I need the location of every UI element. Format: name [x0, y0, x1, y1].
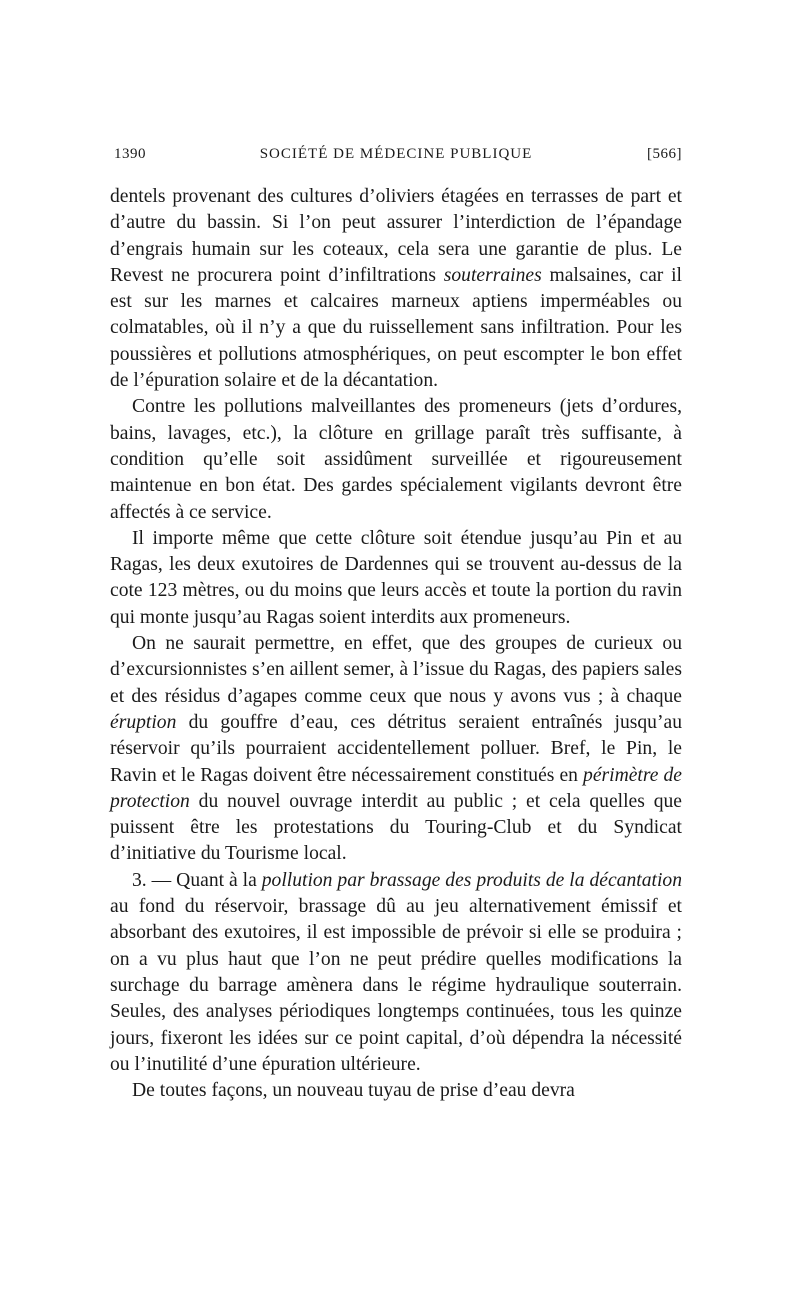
page-number: 1390 — [114, 146, 146, 162]
running-title: SOCIÉTÉ DE MÉDECINE PUBLIQUE — [259, 146, 533, 162]
text-run: Contre les pollutions malveillantes des promeneurs (jets d’ordures, bains, lavages, etc.), la clôture en grillage paraît très suffisante, à condition qu’elle soit assidûment surveillée et rigoureusement maintenue en bon état. Des gardes spécialement vigilants devront être affectés à ce service. — [110, 396, 682, 523]
text-run: dentels provenant des cultures d’oliviers étagées en terrasses de part et d’autre du bassin. Si l’on peut assurer l’interdiction de l’épandage d’engrais humain sur les coteaux, cela sera une garantie de plus. Le Revest ne procurera point d’infiltrations — [110, 186, 682, 286]
text-run: du gouffre d’eau, ces détritus seraient entraînés jusqu’au réservoir qu’ils pourraient accidentellement polluer. Bref, le Pin, le Ravin et le Ragas doivent être nécessairement constitués en — [110, 711, 682, 786]
body-text — [110, 184, 682, 1104]
text-run: malsaines, car il est sur les marnes et calcaires marneux aptiens imperméables ou colmatables, où il n’y a que du ruissellement sans infiltration. Pour les poussières et pollutions atmosphériques, on peut escompter le bon effet de l’épuration solaire et de la décantation. — [110, 264, 682, 392]
text-run: au fond du réservoir, brassage dû au jeu alternativement émissif et absorbant des exutoires, il est impossible de prévoir si elle se produira ; on a vu plus haut que l’on ne peut prédire quelles modifications la surchage du barrage amènera dans le régime hydraulique souterrain. Seules, des analyses périodiques longtemps continuées, tous les quinze jours, fixeront les idées sur ce point capital, d’où dépendra la nécessité ou l’inutilité d’une épuration ultérieure. — [110, 896, 682, 1075]
paragraph — [110, 526, 682, 631]
paragraph — [110, 631, 682, 868]
text-run: On ne saurait permettre, en effet, que des groupes de curieux ou d’excursionnistes s’en aillent semer, à l’issue du Ragas, des papiers sales et des résidus d’agapes comme ceux que nous y avons vus ; à chaque — [110, 633, 682, 707]
book-page — [110, 146, 682, 1104]
italic-text: pollution par brassage des produits de la décantation — [261, 869, 682, 891]
bracket-page-number: [566] — [647, 146, 682, 162]
paragraph — [110, 394, 682, 525]
paragraph — [110, 868, 682, 1078]
text-run: 3. — Quant à la — [132, 869, 262, 891]
italic-text: périmètre de protection — [110, 764, 682, 812]
text-run: du nouvel ouvrage interdit au public ; et cela quelles que puissent être les protestations du Touring-Club et du Syndicat d’initiative du Tourisme local. — [110, 790, 682, 865]
paragraph — [110, 1078, 682, 1104]
italic-text: souterraines — [443, 264, 542, 286]
text-run: Il importe même que cette clôture soit étendue jusqu’au Pin et au Ragas, les deux exutoires de Dardennes qui se trouvent au-dessus de la cote 123 mètres, ou du moins que leurs accès et toute la portion du ravin qui monte jusqu’au Ragas soient interdits aux promeneurs. — [110, 527, 682, 628]
running-head — [110, 146, 682, 172]
text-run: De toutes façons, un nouveau tuyau de prise d’eau devra — [132, 1080, 575, 1102]
italic-text: éruption — [110, 711, 177, 733]
paragraph — [110, 184, 682, 394]
